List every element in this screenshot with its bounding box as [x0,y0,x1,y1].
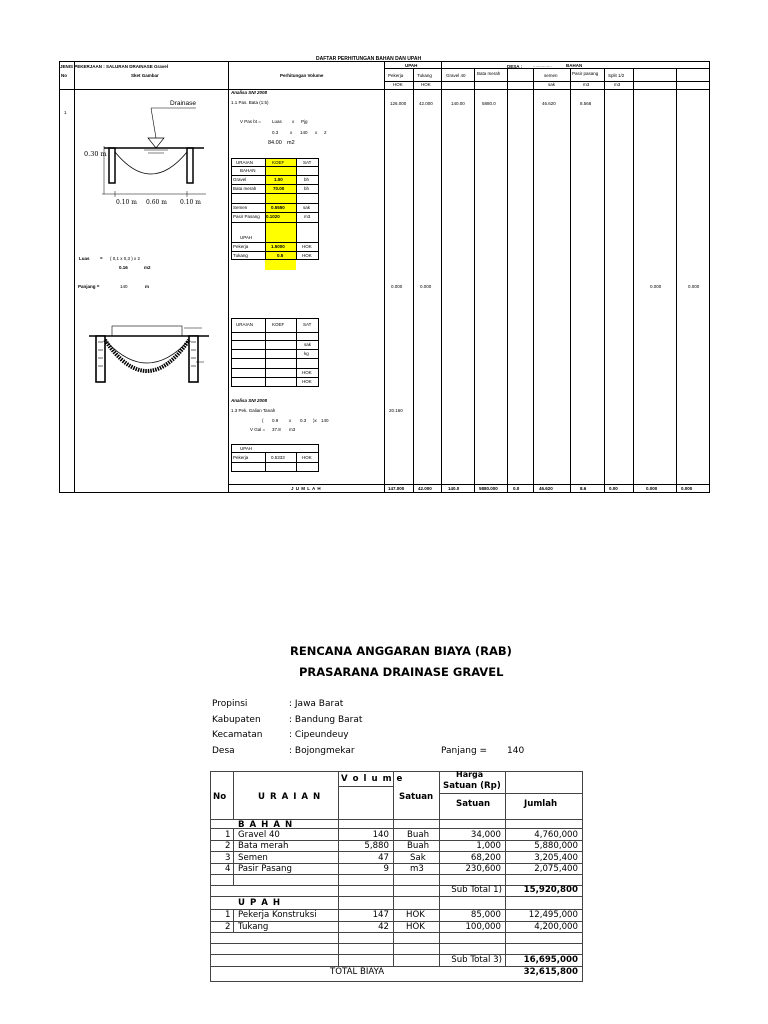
table-cell: 230,600 [465,864,501,874]
table-cell: 47 [378,853,389,863]
val-pekerja: 126.000 [390,101,407,106]
info-label: Desa [212,746,235,756]
vpas-b: Pjg [301,119,308,124]
coef-name: Semen [233,205,248,210]
coef2-h-uraian: URAIAN [236,322,254,327]
col-no: No [61,73,67,78]
coef-name: Pekerja [233,455,249,460]
item-2: 1.3 Pek. Galian Tanah [231,408,276,413]
table-cell: 1,000 [476,841,501,851]
val-semen: 46.620 [542,101,556,106]
vgal-unit: m3 [289,427,296,432]
rab-panjang-value: 140 [507,746,525,756]
dim-width-2: 0.60 m [146,199,167,206]
dim-width-1: 0.10 m [116,199,137,206]
coef-h-sat: SAT [303,160,312,165]
info-value: : Bandung Barat [289,715,363,725]
table-cell: Pasir Pasang [238,864,292,874]
rab-col-harga-satuan: Satuan [456,799,491,809]
table-cell: Buah [407,830,430,840]
vpas-c: 2 [324,130,327,135]
drainase-label: Drainase [170,100,197,107]
coef-sat: HOK [302,455,312,460]
vpas-a: Luas [272,119,282,124]
coef-sat: bh [304,177,310,182]
unit-sak: sak [548,82,556,87]
table-cell: Pekerja Konstruksi [238,910,317,920]
vpas-x1: x [292,119,295,124]
coef-sat: bh [304,186,310,191]
table-cell: 147 [372,910,389,920]
rab-col-volume: V o l u m e [341,774,404,784]
subtotal-3-label: Sub Total 3) [451,955,502,965]
jumlah-value: 0.000 [681,486,693,491]
rab-col-harga-satuan-rp: Satuan (Rp) [443,781,501,791]
coef2-sat: sak [304,342,312,347]
col-tukang: Tukang [417,73,432,78]
vgal-label: V Gal = [250,427,266,432]
val2-tukang: 0.000 [420,284,432,289]
rab-upah-label: U P A H [238,898,282,908]
coef2-sat: HOK [302,370,312,375]
table-cell: Tukang [238,922,269,932]
vpas-n1: 0.3 [272,130,279,135]
rab-bahan-label: B A H A N [238,820,294,830]
luas-formula: ( 0,1 x 0,3 ) x 2 [110,256,141,261]
jumlah-value: 42.000 [418,486,432,491]
table-cell: 2 [225,922,231,932]
info-value: : Jawa Barat [289,699,344,709]
vpas-result: 84.00 [268,140,282,146]
table-cell: 12,495,000 [528,910,578,920]
jumlah-value: 46.620 [539,486,553,491]
table-cell: 5,880,000 [534,841,578,851]
subtotal-1-value: 15,920,800 [523,885,578,895]
drainage-sketch-top [96,96,216,211]
rab-title-2: PRASARANA DRAINASE GRAVEL [299,665,504,679]
unit-hok2: HOK [421,82,431,87]
table-cell: 5,880 [364,841,389,851]
col-perhitungan: Perhitungan Volume [280,73,324,78]
rab-col-satuan: Satuan [399,792,434,802]
unit-m3a: m3 [583,82,590,87]
coef-value: 0.5550 [271,205,285,210]
coef-value: 0.5 [277,253,284,258]
gal-x1: x [289,418,292,423]
val2-extra2: 0.000 [688,284,700,289]
table-cell: 100,000 [465,922,501,932]
panjang-value: 140 [120,284,128,289]
jumlah-value: 147.000 [388,486,405,491]
coef-value: 70.00 [273,186,285,191]
info-label: Kecamatan [212,730,263,740]
desa-label: DESA : [507,64,523,69]
total-label: TOTAL BIAYA [330,967,385,977]
jumlah-value: 0.00 [609,486,618,491]
coef-sat: sak [303,205,311,210]
table-cell: Gravel 40 [238,830,280,840]
coef-name: Pasir Pasang [233,214,260,219]
coef-value: 0.1020 [266,214,280,219]
coef-sat: HOK [302,253,312,258]
table-cell: Buah [407,841,430,851]
val3-pekerja: 20.160 [389,408,403,413]
item-1: 1.1 Pas. Bata (1:5) [231,100,269,105]
vpas-n2: 140 [300,130,308,135]
col-gravel: Gravel 40 [446,73,466,78]
info-value: : Cipeundeuy [289,730,349,740]
rab-title-1: RENCANA ANGGARAN BIAYA (RAB) [290,644,512,658]
table-cell: HOK [406,922,425,932]
analisa-1: Analisa SNI 2008 [231,90,268,95]
table-cell: 2,075,400 [534,864,578,874]
table-cell: m3 [410,864,424,874]
total-value: 32,615,800 [523,967,578,977]
table-cell: 3,205,400 [534,853,578,863]
vpas-unit: m2 [287,140,295,146]
table-cell: 68,200 [470,853,501,863]
coef-sat: HOK [302,244,312,249]
upah2-label: UPAH [240,446,253,451]
col-semen: semen [544,73,558,78]
coef-value: 1.00 [274,177,283,182]
coef-name: Gravel [233,177,247,182]
coef-h-koef: KOEF [272,160,285,165]
rab-panjang-label: Panjang = [441,746,488,756]
unit-m3b: m3 [614,82,621,87]
desa-value: ............... [533,63,552,68]
jumlah-label: J U M L A H [291,486,322,491]
vpas-label: V Pas bt = [240,119,261,124]
luas-eq: = [100,256,103,261]
val-gravel: 140.00 [451,101,465,106]
subtotal-3-value: 16,695,000 [523,955,578,965]
val-pasir: 8.568 [580,101,592,106]
coef-bahan: BAHAN [240,168,256,173]
rab-col-jumlah: Jumlah [524,799,558,809]
vpas-x3: x [290,130,293,135]
table-cell: HOK [406,910,425,920]
coef-name: Pekerja [233,244,249,249]
col-pekerja: Pekerja [388,73,404,78]
table-cell: 34,000 [470,830,501,840]
val2-pekerja: 0.000 [391,284,403,289]
coef2-h-sat: SAT [303,322,312,327]
table-cell: 4 [225,864,231,874]
table-cell: 1 [225,910,231,920]
luas-unit: m2 [144,265,151,270]
table-cell: Bata merah [238,841,289,851]
coef-name: Tukang [233,253,248,258]
col-bahan: BAHAN [566,63,583,68]
coef2-sat: HOK [302,379,312,384]
coef-upah: UPAH [240,235,253,240]
col-sket: Sket Gambar [131,73,159,78]
gal-x2: )x [313,418,317,423]
dim-height: 0.30 m [84,150,107,158]
table-cell: Sak [410,853,426,863]
table-cell: 3 [225,853,231,863]
coef-h-uraian: URAIAN [236,160,254,165]
table-cell: 2 [225,841,231,851]
panjang-unit: m [145,284,150,289]
unit-hok1: HOK [393,82,403,87]
val2-extra1: 0.000 [650,284,662,289]
vgal-value: 37.8 [272,427,281,432]
coef-value: 1.5000 [271,244,285,249]
jumlah-value: 8.6 [580,486,587,491]
coef-value: 0.5333 [271,455,285,460]
val-bata: 5880.0 [482,101,496,106]
vpas-x2: x [315,130,318,135]
info-value: : Bojongmekar [289,746,355,756]
rab-col-no: No [213,792,227,802]
coef-name: Bata merah [233,186,257,191]
col-split: Split 1/2 [608,73,625,78]
luas-value: 0.16 [119,265,128,270]
luas-label: Luas [79,256,90,261]
table-cell: 4,200,000 [534,922,578,932]
sheet-title: DAFTAR PERHITUNGAN BAHAN DAN UPAH [316,56,422,62]
col-upah: UPAH [405,63,418,68]
gal-n2: 0.3 [300,418,307,423]
jumlah-value: 0.000 [646,486,658,491]
col-pasir: Pasir pasang [572,71,599,76]
val-tukang: 42.000 [419,101,433,106]
gal-n3: 140 [321,418,329,423]
rab-col-harga: Harga [456,770,484,779]
analisa-2: Analisa SNI 2008 [231,398,268,403]
table-cell: 1 [225,830,231,840]
table-cell: 42 [378,922,389,932]
jumlah-value: 140.0 [448,486,460,491]
info-label: Kabupaten [212,715,261,725]
table-cell: 140 [372,830,389,840]
row-no: 1 [64,110,67,115]
subtotal-1-label: Sub Total 1) [451,885,502,895]
info-label: Propinsi [212,699,248,709]
gal-n1: 0.9 [272,418,279,423]
job-label: JENIS PEKERJAAN : SALURAN DRAINASE Gravel [60,64,169,69]
coef2-sat: kg [304,351,309,356]
rab-col-uraian: U R A I A N [258,792,322,802]
col-bata: Bata merah [477,71,501,76]
table-cell: 4,760,000 [534,830,578,840]
drainage-sketch-bottom [84,322,214,392]
coef2-h-koef: KOEF [272,322,285,327]
jumlah-value: 5880.000 [479,486,498,491]
table-cell: 9 [383,864,389,874]
gal-open: ( [262,418,264,423]
table-cell: Semen [238,853,268,863]
jumlah-value: 0.0 [513,486,520,491]
panjang-label: Panjang = [78,284,100,289]
dim-width-3: 0.10 m [180,199,201,206]
coef-sat: m3 [304,214,311,219]
table-cell: 85,000 [470,910,501,920]
